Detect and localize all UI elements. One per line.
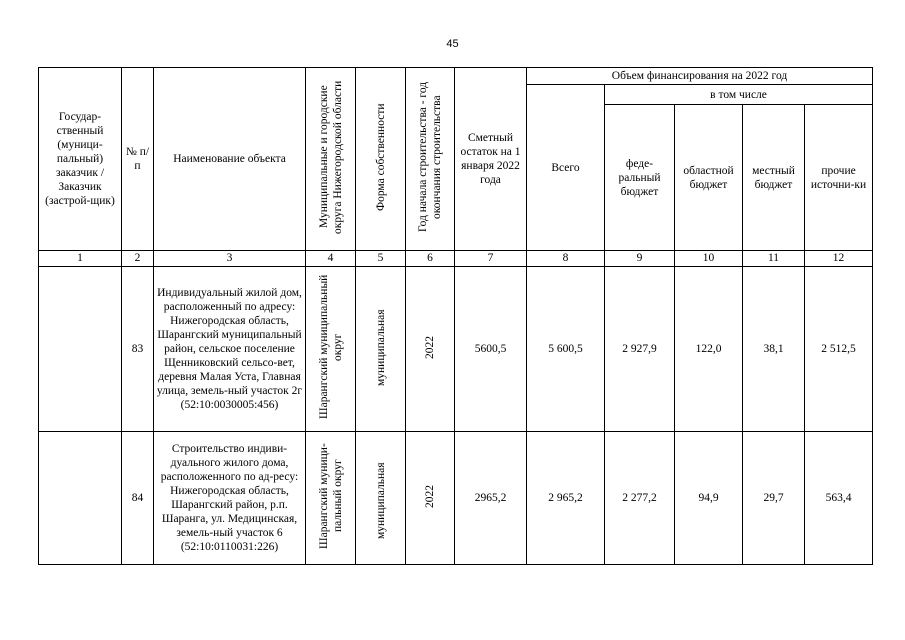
cell-total: 2 965,2 — [527, 432, 605, 565]
cell-local: 29,7 — [743, 432, 805, 565]
header-years: Год начала строительства - год окончания строительства — [417, 81, 443, 233]
cell-number: 83 — [122, 267, 154, 432]
column-number: 7 — [455, 251, 527, 267]
column-number: 11 — [743, 251, 805, 267]
column-number: 10 — [675, 251, 743, 267]
cell-ownership — [356, 267, 406, 432]
cell-regional: 122,0 — [675, 267, 743, 432]
header-estimated-balance: Сметный остаток на 1 января 2022 года — [455, 68, 527, 251]
cell-local: 38,1 — [743, 267, 805, 432]
header-years-cell — [406, 68, 455, 251]
cell-total: 5 600,5 — [527, 267, 605, 432]
header-object-name: Наименование объекта — [154, 68, 306, 251]
cell-years — [406, 432, 455, 565]
header-ownership-cell — [356, 68, 406, 251]
column-number: 8 — [527, 251, 605, 267]
header-number: № п/п — [122, 68, 154, 251]
financing-table — [38, 67, 873, 565]
header-including: в том числе — [605, 85, 873, 105]
page-number: 45 — [446, 38, 459, 50]
cell-estimated-balance: 5600,5 — [455, 267, 527, 432]
years-text: 2022 — [424, 335, 436, 359]
cell-customer — [39, 267, 122, 432]
column-number: 9 — [605, 251, 675, 267]
column-number: 6 — [406, 251, 455, 267]
cell-regional: 94,9 — [675, 432, 743, 565]
cell-ownership — [356, 432, 406, 565]
cell-federal: 2 277,2 — [605, 432, 675, 565]
cell-years — [406, 267, 455, 432]
table-row — [39, 267, 873, 432]
municipality-text: Шарангский муници-пальный округ — [317, 443, 344, 549]
header-ownership: Форма собственности — [374, 103, 387, 211]
header-municipality-cell — [306, 68, 356, 251]
table-row — [39, 432, 873, 565]
cell-customer — [39, 432, 122, 565]
header-local: местный бюджет — [743, 105, 805, 251]
header-regional: областной бюджет — [675, 105, 743, 251]
column-number: 1 — [39, 251, 122, 267]
ownership-text: муниципальная — [374, 462, 387, 540]
cell-municipality — [306, 267, 356, 432]
header-other: прочие источни-ки — [805, 105, 873, 251]
column-number: 3 — [154, 251, 306, 267]
municipality-text: Шарангский муниципальный округ — [317, 274, 344, 420]
cell-other: 563,4 — [805, 432, 873, 565]
header-customer: Государ-ственный (муници-пальный) заказчик / Заказчик (застрой-щик) — [39, 68, 122, 251]
cell-federal: 2 927,9 — [605, 267, 675, 432]
column-number: 5 — [356, 251, 406, 267]
years-text: 2022 — [424, 484, 436, 508]
cell-municipality — [306, 432, 356, 565]
ownership-text: муниципальная — [374, 309, 387, 387]
column-number: 2 — [122, 251, 154, 267]
header-federal: феде-ральный бюджет — [605, 105, 675, 251]
header-financing: Объем финансирования на 2022 год — [527, 68, 873, 85]
header-municipality: Муниципальные и городские округа Нижегородской области — [317, 80, 344, 234]
cell-other: 2 512,5 — [805, 267, 873, 432]
column-number: 12 — [805, 251, 873, 267]
column-number-row — [39, 251, 873, 267]
column-number: 4 — [306, 251, 356, 267]
cell-object-name: Индивидуальный жилой дом, расположенный по адресу: Нижегородская область, Шарангский муниципальный район, сельское поселение Щенниковский сельсо-вет, деревня Малая Уста, Главная улица, земель-ный участок 2г (52:10:0030005:456) — [154, 267, 306, 432]
cell-number: 84 — [122, 432, 154, 565]
cell-estimated-balance: 2965,2 — [455, 432, 527, 565]
header-total: Всего — [527, 85, 605, 251]
cell-object-name: Строительство индиви-дуального жилого дома, расположенного по ад-ресу: Нижегородская область, Шарангский район, р.п. Шаранга, ул. Медицинская, земель-ный участок 6 (52:10:0110031:226) — [154, 432, 306, 565]
